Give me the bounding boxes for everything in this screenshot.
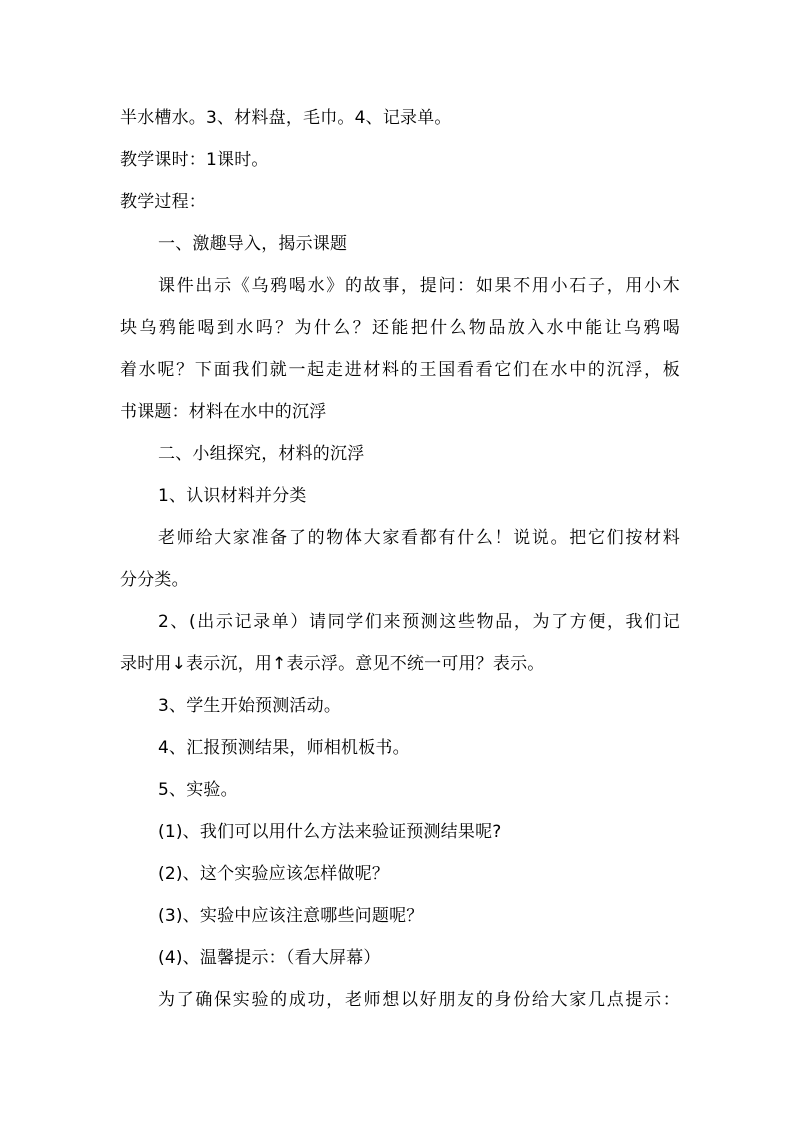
section-heading-intro: 一、激趣导入，揭示课题 bbox=[158, 234, 348, 254]
sub-item-3: (3)、实验中应该注意哪些问题呢？ bbox=[158, 906, 424, 926]
paragraph-line: 着水呢？下面我们就一起走进材料的王国看看它们在水中的沉浮，板 bbox=[120, 360, 680, 380]
paragraph-line: 块乌鸦能喝到水吗？为什么？还能把什么物品放入水中能让乌鸦喝 bbox=[120, 318, 680, 338]
text-line-process-heading: 教学过程： bbox=[120, 192, 206, 212]
paragraph-line: 为了确保实验的成功，老师想以好朋友的身份给大家几点提示： bbox=[158, 990, 680, 1010]
text-line-class-hours: 教学课时：1课时。 bbox=[120, 150, 269, 170]
paragraph-line: 分分类。 bbox=[120, 570, 189, 590]
paragraph-line: 2、(出示记录单）请同学们来预测这些物品，为了方便，我们记 bbox=[158, 612, 680, 632]
section-heading-explore: 二、小组探究，材料的沉浮 bbox=[158, 444, 365, 464]
paragraph-line: 课件出示《乌鸦喝水》的故事，提问：如果不用小石子，用小木 bbox=[158, 276, 680, 296]
paragraph-line: 书课题：材料在水中的沉浮 bbox=[120, 402, 327, 422]
sub-item-2: (2)、这个实验应该怎样做呢？ bbox=[158, 864, 390, 884]
step-item-3: 3、学生开始预测活动。 bbox=[158, 696, 342, 716]
paragraph-line: 录时用↓表示沉，用↑表示浮。意见不统一可用？表示。 bbox=[120, 654, 545, 674]
step-heading-1: 1、认识材料并分类 bbox=[158, 486, 307, 506]
step-item-5: 5、实验。 bbox=[158, 780, 238, 800]
paragraph-line: 老师给大家准备了的物体大家看都有什么！说说。把它们按材料 bbox=[158, 528, 680, 548]
text-line-materials: 半水槽水。3、材料盘，毛巾。4、记录单。 bbox=[120, 108, 452, 128]
sub-item-4: (4)、温馨提示：（看大屏幕） bbox=[158, 948, 381, 968]
sub-item-1: (1)、我们可以用什么方法来验证预测结果呢? bbox=[158, 822, 502, 842]
step-item-4: 4、汇报预测结果，师相机板书。 bbox=[158, 738, 410, 758]
